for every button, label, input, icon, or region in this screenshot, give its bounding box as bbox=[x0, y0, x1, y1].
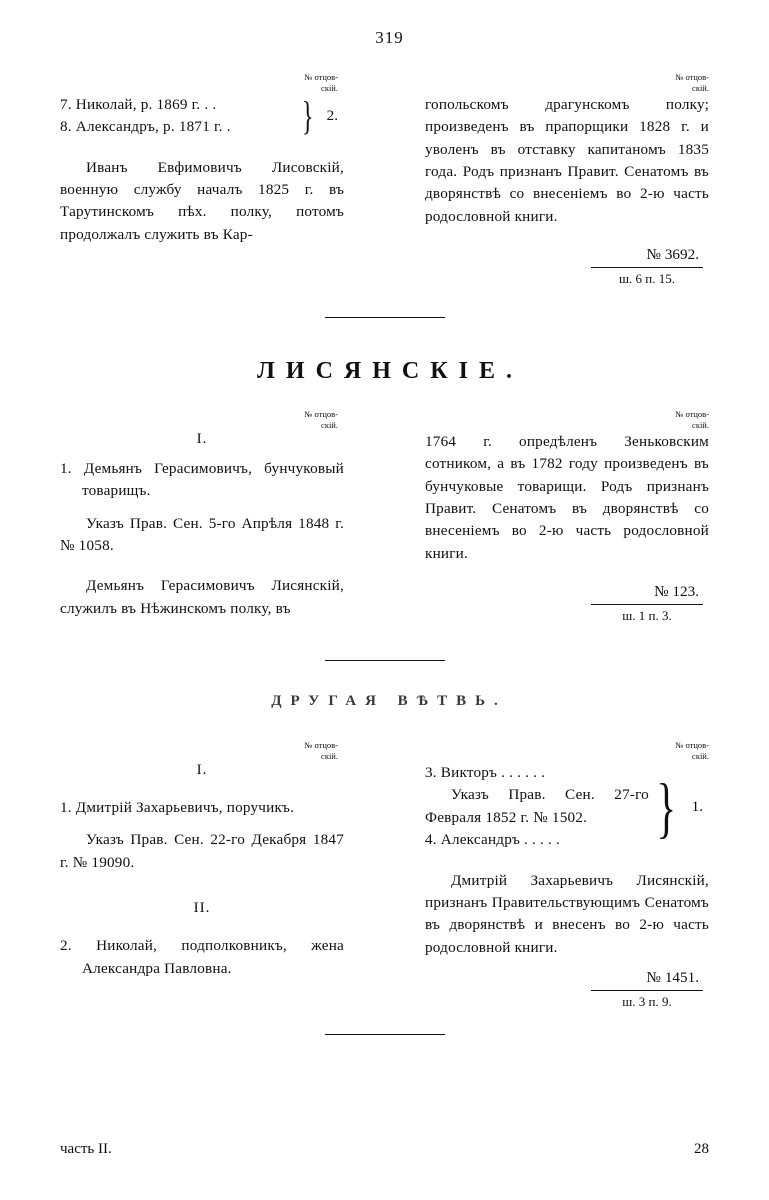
block2-entry-1: 1. Демьянъ Герасимовичъ, бунчуковый товарищъ. bbox=[60, 460, 344, 500]
column-header-line1: № отцов- bbox=[304, 740, 338, 751]
brace-group-2 bbox=[425, 762, 709, 851]
block2-decree: Указъ Прав. Сен. 5-го Апрѣля 1848 г. № 1058. bbox=[60, 514, 344, 555]
block3-ref-number: № 1451. bbox=[646, 968, 699, 986]
block3-left-column bbox=[60, 740, 344, 1010]
block3-entry-3: 3. Викторъ . . . . . . bbox=[425, 764, 546, 782]
column-header-line1: № отцов- bbox=[304, 72, 338, 82]
block3-ref-box: ш. 3 п. 9. bbox=[591, 990, 703, 1010]
block3-entry-4: 4. Александръ . . . . . bbox=[425, 831, 561, 849]
column-header-line1: № отцов- bbox=[675, 409, 709, 420]
branch-title: ДРУГАЯ ВѢТВЬ. bbox=[271, 693, 507, 710]
column-header-right-2 bbox=[425, 409, 709, 431]
block2-left-column bbox=[60, 409, 344, 624]
column-header-line2: скій. bbox=[692, 419, 709, 430]
column-header-line2: скій. bbox=[321, 750, 338, 761]
block-lisyanskie bbox=[60, 409, 709, 624]
column-header-line2: скій. bbox=[321, 419, 338, 430]
block1-ref-box: ш. 6 п. 15. bbox=[591, 267, 703, 287]
column-header-left-1 bbox=[60, 72, 344, 94]
block2-right-paragraph: 1764 г. опредѣленъ Зеньковским сотником, а въ 1782 году произведенъ въ бунчуковые товарищи. Родъ признанъ Правит. Сенатомъ въ дворянствѣ со внесеніемъ во 2-ю часть родословной книги. bbox=[425, 433, 709, 562]
block1-ref-number: № 3692. bbox=[646, 246, 699, 264]
block3-right-column bbox=[425, 740, 709, 1010]
block3-roman-2: II. bbox=[193, 900, 211, 917]
column-header-line2: скій. bbox=[692, 750, 709, 761]
block-lisovskie bbox=[60, 72, 709, 287]
block-drugaya-vetv bbox=[60, 740, 709, 1010]
brace-group-1 bbox=[60, 94, 344, 139]
block2-roman-1: I. bbox=[196, 431, 208, 448]
column-header-line2: скій. bbox=[692, 82, 709, 93]
column-header-line1: № отцов- bbox=[675, 740, 709, 751]
block1-right-column bbox=[425, 72, 709, 287]
block3-entry-1: 1. Дмитрій Захарьевичъ, поручикъ. bbox=[60, 799, 295, 817]
column-header-line2: скій. bbox=[321, 82, 338, 93]
column-header-right-1 bbox=[425, 72, 709, 94]
brace-entries-2 bbox=[425, 762, 649, 851]
brace-icon: } bbox=[302, 93, 314, 139]
block2-right-column bbox=[425, 409, 709, 624]
brace-number-2: 1. bbox=[691, 797, 703, 815]
brace-number-1: 2. bbox=[326, 107, 338, 125]
entry-7: 7. Николай, р. 1869 г. . . bbox=[60, 96, 217, 113]
block1-left-column bbox=[60, 72, 344, 287]
block2-ref-number: № 123. bbox=[654, 583, 699, 601]
page-footer bbox=[60, 1141, 709, 1158]
divider-3 bbox=[325, 1034, 445, 1035]
page-number-top: 319 bbox=[375, 28, 404, 47]
block1-left-paragraph: Иванъ Евфимовичъ Лисовскій, военную службу началъ 1825 г. въ Тарутинскомъ пѣх. полку, потомъ продолжалъ служить въ Кар- bbox=[60, 158, 344, 243]
block2-ref-box: ш. 1 п. 3. bbox=[591, 604, 703, 624]
column-header-right-3 bbox=[425, 740, 709, 762]
block3-entry-2: 2. Николай, подполковникъ, жена Александра Павловна. bbox=[60, 937, 344, 977]
block3-right-decree: Указъ Прав. Сен. 27-го Февраля 1852 г. № 1502. bbox=[425, 786, 649, 826]
footer-page-number: 28 bbox=[694, 1141, 709, 1157]
column-header-left-3 bbox=[60, 740, 344, 762]
block1-right-paragraph: гопольскомъ драгунскомъ полку; произведенъ въ прапорщики 1828 г. и уволенъ въ отставку капитаномъ 1835 года. Родъ признанъ Правит. Сенатомъ въ дворянствѣ со внесеніемъ во 2-ю часть родословной книги. bbox=[425, 96, 709, 225]
section-title-lisyanskie: ЛИСЯНСКІЕ. bbox=[257, 358, 523, 385]
block3-decree: Указъ Прав. Сен. 22-го Декабря 1847 г. № 19090. bbox=[60, 831, 344, 871]
block3-right-paragraph: Дмитрій Захарьевичъ Лисянскій, признанъ Правительствующимъ Сенатомъ въ дворянствѣ и внесенъ во 2-ю часть родословной книги. bbox=[425, 871, 709, 956]
footer-part-label: часть II. bbox=[60, 1141, 112, 1157]
block3-roman-1: I. bbox=[196, 762, 208, 779]
column-header-line1: № отцов- bbox=[304, 409, 338, 420]
brace-icon: } bbox=[656, 768, 677, 845]
block2-left-paragraph: Демьянъ Герасимовичъ Лисянскій, служилъ въ Нѣжинскомъ полку, въ bbox=[60, 577, 344, 617]
column-header-left-2 bbox=[60, 409, 344, 431]
entry-8: 8. Александръ, р. 1871 г. . bbox=[60, 118, 231, 136]
brace-entries-1 bbox=[60, 94, 297, 139]
column-header-line1: № отцов- bbox=[675, 72, 709, 82]
